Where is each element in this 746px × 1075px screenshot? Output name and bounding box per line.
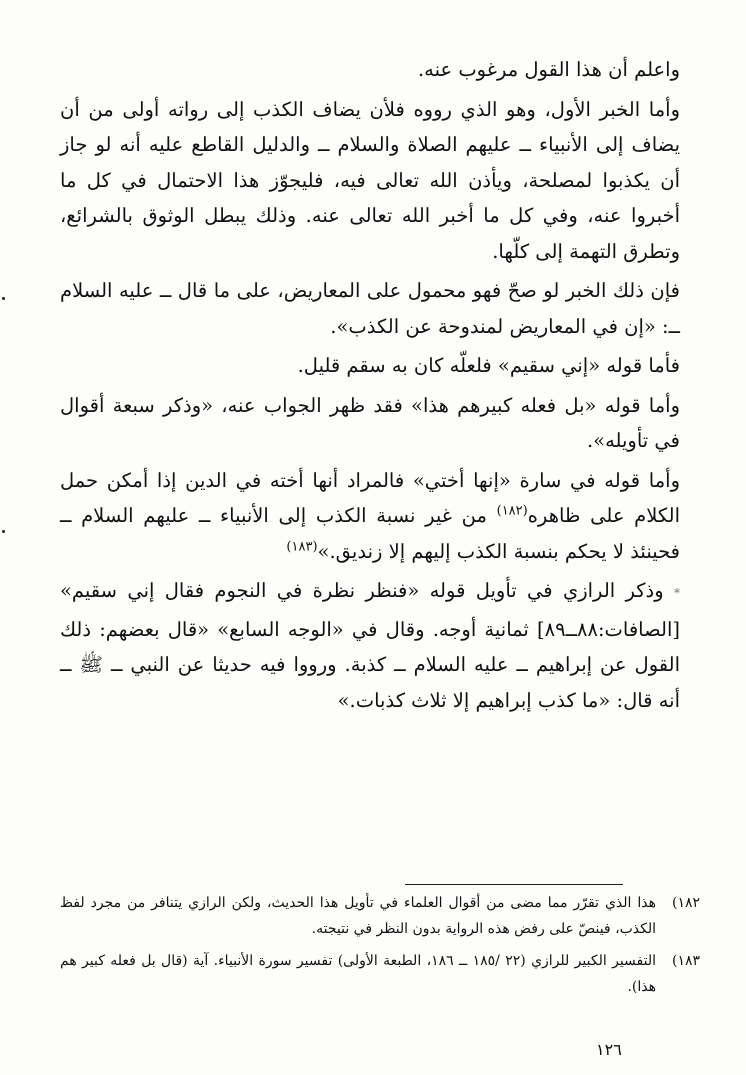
footnote-number: ١٨٣) (671, 953, 700, 969)
main-text (60, 52, 680, 718)
footnotes (60, 890, 700, 1006)
scan-mark (2, 530, 5, 533)
footnote (60, 890, 700, 942)
footnote-reference: (١٨٣) (286, 539, 318, 554)
asterisk-marker: * (674, 586, 680, 600)
footnote-separator (405, 884, 623, 885)
footnote-text: هذا الذي تقرّر مما مضى من أقوال العلماء في تأويل هذا الحديث، ولكن الرازي يتنافر من مجرد لفظ الكذب، فينصّ على رفض هذه الرواية بدون النظر في نتيجته. (60, 895, 656, 937)
scan-mark (2, 297, 5, 300)
paragraph: * وذكر الرازي في تأويل قوله «فنظر نظرة في النجوم فقال إني سقيم» [الصافات:٨٨ــ٨٩] ثمانية أوجه. وقال في «الوجه السابع» «قال بعضهم: ذلك القول عن إبراهيم ــ عليه السلام ــ كذبة. ورووا فيه حديثا عن النبي ــ ﷺ ــ أنه قال: «ما كذب إبراهيم إلا ثلاث كذبات.» (60, 579, 680, 712)
page-number: ١٢٦ (596, 1040, 622, 1059)
paragraph: واعلم أن هذا القول مرغوب عنه. (417, 58, 680, 81)
footnote-number: ١٨٢) (671, 895, 700, 911)
paragraph: وأما قوله في سارة «إنها أختي» فالمراد أنها أخته في الدين إذا أمكن حمل الكلام على ظاهره$^{(١٨٢)}$ من غير نسبة الكذب إلى الأنبياء ــ عليهم السلام ــ فحينئذ لا يحكم بنسبة الكذب إليهم إلا زنديق.»$^{(١٨٣)}$ (60, 468, 680, 563)
paragraph: فإن ذلك الخبر لو صحّ فهو محمول على المعاريض، على ما قال ــ عليه السلام ــ: «إن في المعاريض لمندوحة عن الكذب». (60, 279, 680, 338)
paragraph: وأما الخبر الأول، وهو الذي رووه فلأن يضاف الكذب إلى رواته أولى من أن يضاف إلى الأنبياء ــ عليهم الصلاة والسلام ــ والدليل القاطع عليه أنه لو جاز أن يكذبوا لمصلحة، ويأذن الله تعالى فيه، فليجوّز هذا الاحتمال في كل ما أخبروا عنه، وفي كل ما أخبر الله تعالى عنه. وذلك يبطل الوثوق بالشرائع، وتطرق التهمة إلى كلّها. (60, 97, 680, 263)
paragraph: وأما قوله «بل فعله كبيرهم هذا» فقد ظهر الجواب عنه، «وذكر سبعة أقوال في تأويله». (60, 393, 680, 452)
footnote (60, 948, 700, 1000)
footnote-reference: (١٨٢) (496, 503, 528, 519)
footnote-text: التفسير الكبير للرازي (٢٢ /١٨٥ ــ ١٨٦، الطبعة الأولى) تفسير سورة الأنبياء. آية (قال بل فعله كبير هم هذا). (60, 953, 656, 995)
paragraph: فأما قوله «إني سقيم» فلعلّه كان به سقم قليل. (297, 354, 680, 377)
